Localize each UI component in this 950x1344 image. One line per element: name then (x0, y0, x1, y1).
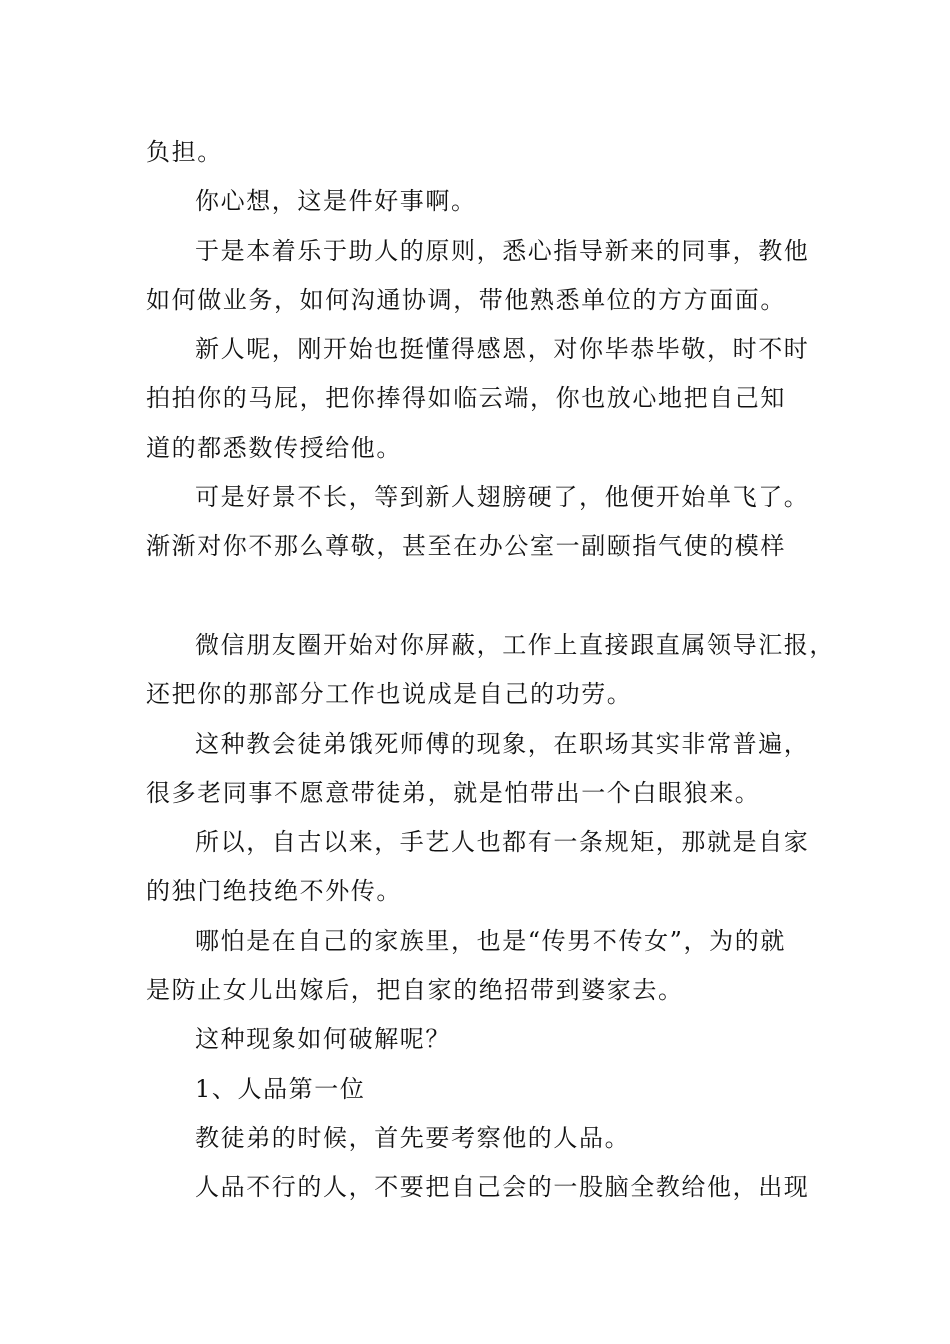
document-body (146, 128, 836, 1213)
text-line: 是防止女儿出嫁后，把自家的绝招带到婆家去。 (146, 976, 684, 1005)
text-line: 微信朋友圈开始对你屏蔽，工作上直接跟直属领导汇报， (195, 630, 835, 659)
text-line: 哪怕是在自己的家族里，也是“传男不传女”，为的就 (195, 926, 786, 955)
text-line: 这种教会徒弟饿死师傅的现象，在职场其实非常普遍， (195, 729, 810, 758)
blank-line (146, 572, 836, 621)
text-line: 负担。 (146, 138, 223, 166)
text-line: 如何做业务，如何沟通协调，带他熟悉单位的方方面面。 (146, 285, 786, 314)
text-line: 渐渐对你不那么尊敬，甚至在办公室一副颐指气使的模样 (146, 532, 786, 561)
text-line: 的独门绝技绝不外传。 (146, 877, 402, 906)
text-line: 新人呢，刚开始也挺懂得感恩，对你毕恭毕敬，时不时 (195, 335, 810, 364)
text-line: 道的都悉数传授给他。 (146, 433, 402, 462)
text-line: 人品不行的人，不要把自己会的一股脑全教给他，出现 (195, 1173, 810, 1202)
text-line: 拍拍你的马屁，把你捧得如临云端，你也放心地把自己知 (146, 384, 786, 413)
text-line: 所以，自古以来，手艺人也都有一条规矩，那就是自家 (195, 828, 810, 857)
text-line: 可是好景不长，等到新人翅膀硬了，他便开始单飞了。 (195, 483, 810, 512)
text-line: 还把你的那部分工作也说成是自己的功劳。 (146, 680, 633, 709)
text-line: 很多老同事不愿意带徒弟，就是怕带出一个白眼狼来。 (146, 778, 761, 807)
text-line: 这种现象如何破解呢？ (195, 1025, 451, 1054)
text-line: 教徒弟的时候，首先要考察他的人品。 (195, 1123, 631, 1152)
text-line: 于是本着乐于助人的原则，悉心指导新来的同事，教他 (195, 236, 810, 265)
section-heading: 1、人品第一位 (195, 1074, 366, 1103)
text-line: 你心想，这是件好事啊。 (195, 187, 477, 216)
